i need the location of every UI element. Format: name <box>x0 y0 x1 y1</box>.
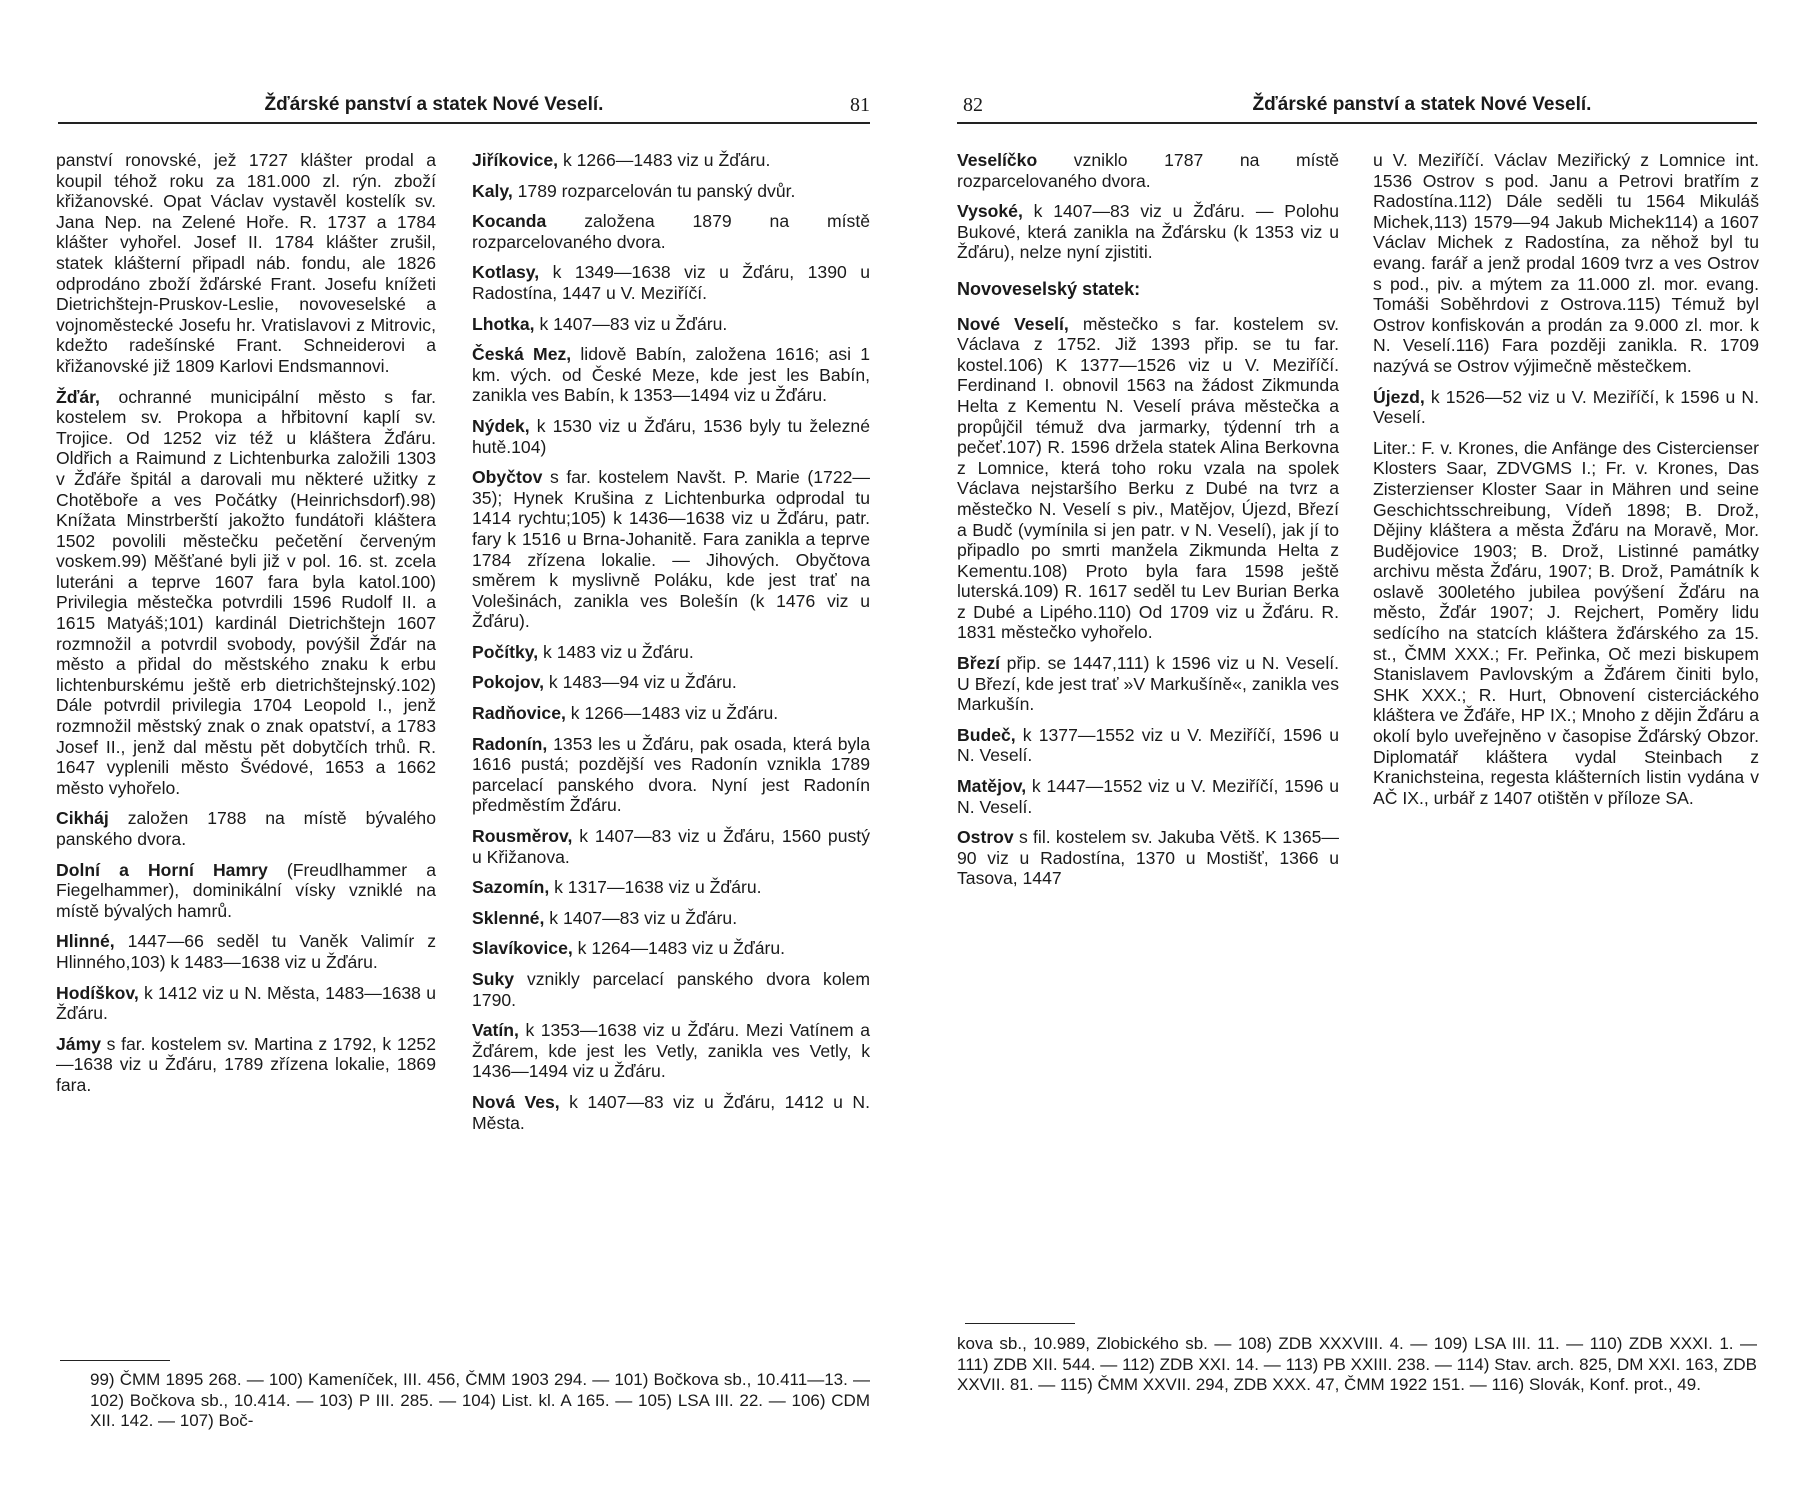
entry-term: Kotlasy, <box>472 262 540 283</box>
entry-text: k 1266—1483 viz u Žďáru. <box>565 703 779 724</box>
entry-text: lidově Babín, založena 1616; asi 1 km. vých. od České Meze, kde jest les Babín, zanikla ves Babín, k 1353—1494 viz u Žďáru. <box>472 344 870 406</box>
footnote-divider <box>965 1323 1075 1324</box>
entry-term: Radonín, <box>472 733 548 754</box>
entry-text: s far. kostelem Navšt. P. Marie (1722—35); Hynek Krušina z Lichtenburka odprodal tu 1414 rychtu;105) k 1436—1638 viz u Žďáru, patr. fary k 1516 u Brna-Johanitě. Fara zanikla a teprve 1784 zřízena lokalie. — Jihových. Obyčtova směrem k myslivně Poláku, kde jest trať na Volešinách, zanikla ves Bolešín (k 1476 viz u Žďáru). <box>472 467 870 632</box>
entry-term: Nýdek, <box>472 415 530 436</box>
entry-term: Vysoké, <box>957 201 1023 222</box>
entry-term: Nová Ves, <box>472 1091 560 1112</box>
entry-text: k 1483 viz u Žďáru. <box>538 641 694 662</box>
entry-text: 1789 rozparcelován tu panský dvůr. <box>512 180 796 201</box>
entry-paragraph <box>56 931 436 972</box>
entry-text: k 1483—94 viz u Žďáru. <box>544 672 737 693</box>
entry-term: Sklenné, <box>472 907 545 928</box>
entry-paragraph <box>472 908 870 929</box>
entry-paragraph <box>472 672 870 693</box>
entry-paragraph <box>472 314 870 335</box>
entry-text: u V. Meziříčí. Václav Meziřický z Lomnice int. 1536 Ostrov s pod. Janu a Petrovi bratřím z Radostína.112) Dále seděli tu 1564 Mikuláš Michek,113) 1579—94 Jakub Michek114) a 1607 Václav Michek z Radostína, za něhož byl tu evang. farář a jenž prodal 1609 tvrz a ves Ostrov s pod., piv. a mýtem za 11.000 zl. mor. evang. Tomáši Soběhrdovi z Ostrova.115) Témuž byl Ostrov konfiskován a prodán za 9.000 zl. mor. k N. Veselí.116) Fara později zanikla. R. 1709 nazývá se Ostrov výjimečně městečkem. <box>1373 150 1759 376</box>
page-header <box>957 88 1757 124</box>
running-title: Žďárské panství a statek Nové Veselí. <box>264 94 604 115</box>
entry-paragraph <box>472 1092 870 1133</box>
entry-text: vzniklo 1787 na místě rozparcelovaného dvora. <box>957 150 1339 191</box>
entry-paragraph <box>1373 387 1759 428</box>
entry-term: Slavíkovice, <box>472 938 573 959</box>
entry-paragraph <box>472 181 870 202</box>
entry-term: Žďár, <box>56 386 100 407</box>
entry-paragraph <box>957 725 1339 766</box>
entry-term: Počítky, <box>472 641 539 662</box>
page-header <box>58 88 870 124</box>
entry-paragraph <box>56 860 436 922</box>
page-number: 81 <box>850 94 870 116</box>
page-number: 82 <box>963 94 983 116</box>
entry-term: Suky <box>472 969 515 989</box>
entry-term: Dolní a Horní Hamry <box>56 859 268 880</box>
text-column-1 <box>56 150 436 1106</box>
entry-term: Matějov, <box>957 776 1027 797</box>
entry-paragraph <box>56 150 436 377</box>
entry-paragraph <box>1373 438 1759 809</box>
entry-paragraph <box>957 827 1339 889</box>
entry-term: Cikháj <box>56 808 109 829</box>
entry-text: k 1447—1552 viz u V. Meziříčí, 1596 u N. Veselí. <box>957 776 1339 817</box>
entry-term: Újezd, <box>1373 386 1425 407</box>
entry-text: k 1407—83 viz u Žďáru, 1560 pustý u Křižanova. <box>472 826 870 867</box>
entry-term: Hlinné, <box>56 931 115 952</box>
entry-term: Jámy <box>56 1033 101 1054</box>
entry-text: k 1407—83 viz u Žďáru. <box>544 907 738 928</box>
entry-text: k 1407—83 viz u Žďáru. <box>534 313 728 334</box>
entry-text: k 1407—83 viz u Žďáru. — Polohu Bukové, která zanikla na Žďársku (k 1353 viz u Žďáru), nelze nyní zjistiti. <box>957 201 1339 263</box>
entry-paragraph <box>56 1034 436 1096</box>
entry-paragraph <box>1373 150 1759 377</box>
entry-term: Vatín, <box>472 1020 519 1041</box>
entry-paragraph <box>957 150 1339 191</box>
entry-text: 1447—66 seděl tu Vaněk Valimír z Hlinného,103) k 1483—1638 viz u Žďáru. <box>56 931 436 972</box>
text-column-1 <box>957 150 1339 899</box>
entry-text: vznikly parcelací panského dvora kolem 1790. <box>472 969 870 1010</box>
entry-text: k 1349—1638 viz u Žďáru, 1390 u Radostína, 1447 u V. Meziříčí. <box>472 262 870 303</box>
footnotes: kova sb., 10.989, Zlobického sb. — 108) ZDB XXXVIII. 4. — 109) LSA III. 11. — 110) ZDB XXXI. 1. — 111) ZDB XII. 544. — 112) ZDB XXI. 14. — 113) PB XXIII. 238. — 114) Stav. arch. 825, DM XXI. 163, ZDB XXVII. 81. — 115) ČMM XXVII. 294, ZDB XXX. 47, ČMM 1922 151. — 116) Slovák, Konf. prot., 49. <box>957 1334 1757 1394</box>
entry-term: Budeč, <box>957 724 1016 745</box>
entry-paragraph <box>472 642 870 663</box>
entry-paragraph <box>472 467 870 632</box>
entry-paragraph <box>472 416 870 457</box>
entry-term: Radňovice, <box>472 703 566 724</box>
running-title: Žďárské panství a statek Nové Veselí. <box>1252 94 1592 115</box>
entry-text: k 1526—52 viz u V. Meziříčí, k 1596 u N. Veselí. <box>1373 386 1759 428</box>
entry-paragraph <box>472 344 870 406</box>
entry-text: k 1407—83 viz u Žďáru, 1412 u N. Města. <box>472 1091 870 1133</box>
entry-paragraph <box>56 808 436 849</box>
entry-term: Sazomín, <box>472 877 550 898</box>
entry-paragraph <box>957 314 1339 644</box>
entry-text: k 1353—1638 viz u Žďáru. Mezi Vatínem a Žďárem, kde jest les Vetly, zanikla ves Vetly, k 1436—1494 viz u Žďáru. <box>472 1020 870 1082</box>
entry-term: Jiříkovice, <box>472 150 559 170</box>
entry-text: přip. se 1447,111) k 1596 viz u N. Veselí. U Březí, kde jest trať »V Markušíně«, zanikla ves Markušín. <box>957 653 1339 715</box>
text-column-2 <box>1373 150 1759 818</box>
entry-paragraph <box>472 877 870 898</box>
entry-paragraph <box>957 776 1339 817</box>
entry-paragraph <box>472 826 870 867</box>
entry-text: založena 1879 na místě rozparcelovaného dvora. <box>472 211 870 252</box>
entry-term: Obyčtov <box>472 467 543 488</box>
entry-paragraph <box>472 150 870 171</box>
entry-term: Pokojov, <box>472 672 545 693</box>
entry-paragraph <box>56 387 436 799</box>
entry-paragraph <box>472 969 870 1010</box>
entry-text: 1353 les u Žďáru, pak osada, která byla 1616 pustá; pozdější ves Radonín vznikla 1789 parcelací panského dvora. Nyní jest Radonín předměstím Žďáru. <box>472 733 870 816</box>
entry-text: Liter.: F. v. Krones, die Anfänge des Cistercienser Klosters Saar, ZDVGMS I.; Fr. v. Krones, Das Zisterzienser Kloster Saar in Mähren und seine Geschichtsschreibung, Vídeň 1898; B. Drož, Dějiny kláštera a města Žďáru na Moravě, Mor. Budějovice 1903; B. Drož, Listinné památky archivu města Žďáru, 1907; B. Drož, Památník k oslavě 300letého jubilea povýšení Žďáru na město, Žďár 1907; J. Rejchert, Poměry lidu sedícího na statcích kláštera žďárského za 15. st., ČMM XXX.; Fr. Peřinka, Oč mezi biskupem Stanislavem Pavlovským a Žďárem činiti bylo, SHK XXX.; R. Hurt, Obnovení cisterciáckého kláštera ve Žďáře, HP IX.; Mnoho z dějin Žďáru a okolí bylo uveřejněno v časopise Žďárský Obzor. Diplomatář kláštera vydal Steinbach z Kranichsteina, regesta klášterních listin vydána v AČ IX., urbář z 1407 otištěn v příloze SA. <box>1373 437 1759 808</box>
entry-text: ochranné municipální město s far. kostelem sv. Prokopa a hřbitovní kaplí sv. Trojice. Od 1252 viz též u kláštera Žďáru. Oldřich a Raimund z Lichtenburka založili 1303 v Žďáře špitál a darovali mu některé užitky z Chotěboře a ves Počátky (Heinrichsdorf).98) Knížata Minstrberští jakožto fundátoři kláštera 1502 povolili městečku pečetění červeným voskem.99) Měšťané byli již v pol. 16. st. zcela luteráni a teprve 1607 fara byla katol.100) Privilegia městečka potvrdili 1596 Rudolf II. a 1615 Matyáš;101) kardinál Dietrichštejn 1607 rozmnožil a potvrdil svobody, povýšil Žďár na město a přidal do městského znaku k erbu lichtenburskému ještě erb dietrichštejnský.102) Dále potvrdil privilegia 1704 Leopold I., jenž rozmnožil městský znak o znak opatství, a 1783 Josef II., jenž dal městu pět dobytčích trhů. R. 1647 vyplenili město Švédové, 1653 a 1662 město vyhořelo. <box>56 386 436 798</box>
entry-text: k 1377—1552 viz u V. Meziříčí, 1596 u N. Veselí. <box>957 724 1339 766</box>
entry-text: (Freudlhammer a Fiegelhammer), dominikální vísky vzniklé na místě bývalých hamrů. <box>56 859 436 921</box>
entry-paragraph <box>472 1020 870 1082</box>
entry-term: Kaly, <box>472 180 513 201</box>
entry-text: založen 1788 na místě bývalého panského dvora. <box>56 808 436 849</box>
section-heading: Novoveselský statek: <box>957 278 1141 299</box>
entry-text: k 1317—1638 viz u Žďáru. <box>549 877 762 898</box>
entry-paragraph <box>472 262 870 303</box>
entry-paragraph <box>957 201 1339 263</box>
entry-text: k 1530 viz u Žďáru, 1536 byly tu železné hutě.104) <box>472 415 870 457</box>
entry-term: Březí <box>957 653 1001 674</box>
text-column-2 <box>472 150 870 1143</box>
entry-text: s fil. kostelem sv. Jakuba Větš. K 1365—90 viz u Radostína, 1370 u Mostišť, 1366 u Tasova, 1447 <box>957 827 1339 889</box>
entry-term: Ostrov <box>957 827 1014 848</box>
entry-paragraph <box>472 938 870 959</box>
entry-term: Nové Veselí, <box>957 313 1069 334</box>
entry-text: k 1264—1483 viz u Žďáru. <box>572 938 786 959</box>
footnotes: 99) ČMM 1895 268. — 100) Kameníček, III. 456, ČMM 1903 294. — 101) Bočkova sb., 10.411—13. — 102) Bočkova sb., 10.414. — 103) P III. 285. — 104) List. kl. A 165. — 105) LSA III. 22. — 106) CDM XII. 142. — 107) Boč- <box>90 1370 870 1430</box>
entry-term: Kocanda <box>472 211 547 232</box>
entry-text: panství ronovské, jež 1727 klášter prodal a koupil téhož roku za 181.000 zl. rýn. zboží křižanovské. Opat Václav vystavěl kostelík sv. Jana Nep. na Zelené Hoře. R. 1737 a 1784 klášter vyhořel. Josef II. 1784 klášter zrušil, statek klášterní připadl náb. fondu, ale 1826 odprodáno zboží žďárské Frant. Josefu knížeti Dietrichštejn-Pruskov-Leslie, novoveselské a vojnoměstecké Josefu hr. Vratislavovi z Mitrovic, kdežto radešínské Frant. Schneiderovi a křižanovské již 1809 Karlovi Endsmannovi. <box>56 150 436 376</box>
entry-term: Hodíškov, <box>56 982 139 1003</box>
entry-paragraph <box>56 983 436 1024</box>
entry-paragraph <box>472 703 870 724</box>
entry-term: Veselíčko <box>957 150 1038 170</box>
entry-text: k 1266—1483 viz u Žďáru. <box>558 150 771 170</box>
entry-paragraph <box>957 653 1339 715</box>
entry-paragraph <box>472 211 870 252</box>
right-page <box>905 0 1810 1500</box>
entry-text: městečko s far. kostelem sv. Václava z 1752. Již 1393 přip. se tu far. kostel.106) K 1377—1526 viz u V. Meziříčí. Ferdinand I. obnovil 1563 na žádost Zikmunda Helta z Kementu N. Veselí práva městečka a propůjčil témuž dva jarmarky, týdenní trh a pečeť.107) R. 1596 držela statek Alina Berkovna z Lomnice, která toho roku vzala na spolek Václava nejstaršího Berku z Dubé na tvrz a městečko N. Veselí s piv., Matějov, Újezd, Březí a Budč (vymínila si jen patr. v N. Veselí), jak jí to připadlo po smrti manžela Zikmunda Helta z Kementu.108) Proto byla fara 1598 ještě luterská.109) R. 1617 seděl tu Lev Burian Berka z Dubé a Lipého.110) Od 1709 viz u Žďáru. R. 1831 městečko vyhořelo. <box>957 313 1339 643</box>
entry-term: Lhotka, <box>472 313 535 334</box>
entry-text: k 1412 viz u N. Města, 1483—1638 u Žďáru. <box>56 982 436 1024</box>
entry-paragraph <box>472 734 870 816</box>
entry-term: Česká Mez, <box>472 344 572 365</box>
entry-term: Rousměrov, <box>472 826 573 847</box>
entry-text: s far. kostelem sv. Martina z 1792, k 1252—1638 viz u Žďáru, 1789 zřízena lokalie, 1869 fara. <box>56 1033 436 1095</box>
footnote-divider <box>60 1360 170 1361</box>
